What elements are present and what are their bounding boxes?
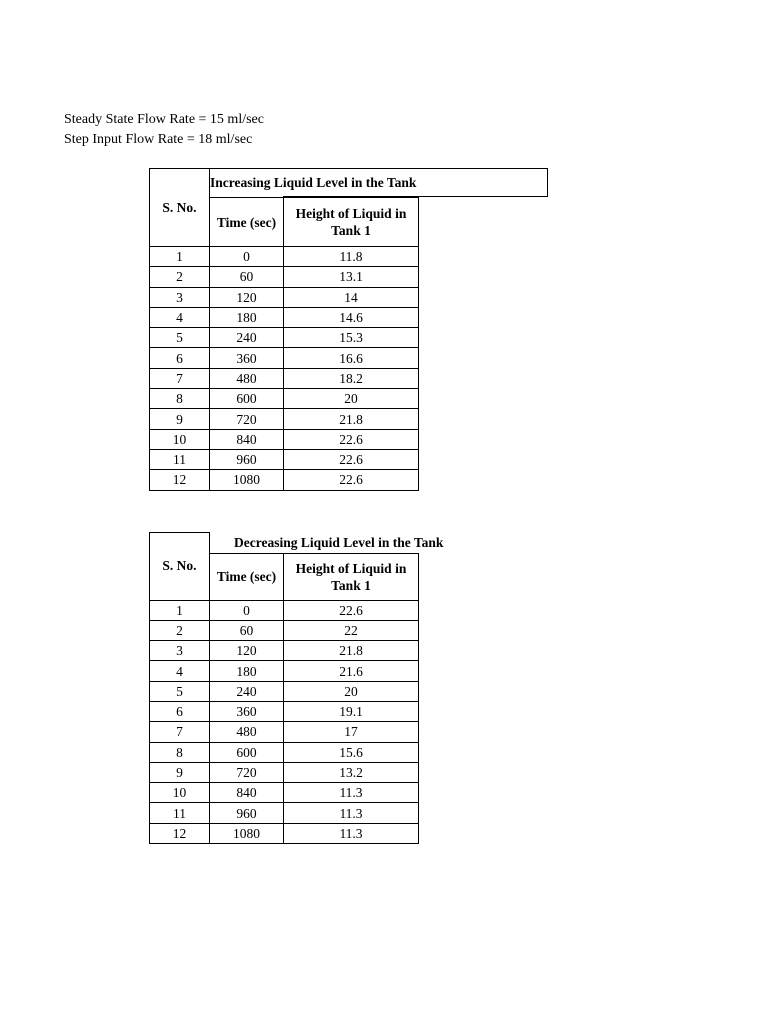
table1-title-text: Increasing Liquid Level in the Tank [210,175,417,190]
cell-height: 13.1 [284,267,419,287]
cell-height: 11.8 [284,247,419,267]
cell-height: 11.3 [284,823,419,843]
table-row [150,389,419,409]
table-row [150,449,419,469]
cell-height: 19.1 [284,701,419,721]
cell-height: 15.6 [284,742,419,762]
table-row [150,470,419,490]
cell-time: 180 [210,661,284,681]
cell-height: 17 [284,722,419,742]
cell-time: 0 [210,600,284,620]
cell-sno: 11 [150,449,210,469]
cell-height: 14 [284,287,419,307]
cell-time: 1080 [210,470,284,490]
table2-title-text: Decreasing Liquid Level in the Tank [234,534,444,550]
cell-height: 11.3 [284,783,419,803]
cell-time: 360 [210,348,284,368]
cell-sno: 8 [150,742,210,762]
table-row [150,783,419,803]
cell-height: 22.6 [284,470,419,490]
cell-time: 960 [210,803,284,823]
cell-time: 240 [210,328,284,348]
cell-height: 21.8 [284,641,419,661]
cell-time: 1080 [210,823,284,843]
cell-height: 20 [284,389,419,409]
cell-sno: 5 [150,681,210,701]
step-input-flow-rate: Step Input Flow Rate = 18 ml/sec [64,132,253,147]
cell-time: 960 [210,449,284,469]
cell-sno: 10 [150,783,210,803]
table2-body [150,533,444,844]
cell-sno: 5 [150,328,210,348]
cell-time: 600 [210,742,284,762]
table-row [150,368,419,388]
cell-height: 22.6 [284,429,419,449]
cell-height: 21.8 [284,409,419,429]
cell-time: 60 [210,267,284,287]
cell-height: 20 [284,681,419,701]
cell-time: 60 [210,620,284,640]
cell-sno: 12 [150,823,210,843]
table-row [150,681,419,701]
table-row [150,661,419,681]
table-row [150,823,419,843]
table1-title [210,169,419,198]
cell-height: 13.2 [284,762,419,782]
cell-time: 480 [210,722,284,742]
table-row [150,267,419,287]
cell-height: 18.2 [284,368,419,388]
table1-body [150,169,419,491]
cell-time: 0 [210,247,284,267]
cell-sno: 4 [150,661,210,681]
cell-sno: 1 [150,600,210,620]
table-row [150,742,419,762]
cell-height: 16.6 [284,348,419,368]
cell-sno: 6 [150,701,210,721]
cell-sno: 9 [150,762,210,782]
cell-sno: 8 [150,389,210,409]
table-row [150,620,419,640]
cell-height: 14.6 [284,307,419,327]
cell-time: 120 [210,641,284,661]
cell-time: 360 [210,701,284,721]
cell-sno: 10 [150,429,210,449]
table-row [150,328,419,348]
cell-sno: 3 [150,641,210,661]
table-row [150,701,419,721]
cell-time: 120 [210,287,284,307]
cell-height: 22 [284,620,419,640]
cell-time: 720 [210,409,284,429]
table2-title [210,533,444,554]
cell-sno: 12 [150,470,210,490]
table-row [150,722,419,742]
table2-header-time: Time (sec) [210,553,284,600]
table-row [150,348,419,368]
steady-state-flow-rate: Steady State Flow Rate = 15 ml/sec [64,112,264,127]
table-row [150,307,419,327]
table-row [150,247,419,267]
cell-height: 22.6 [284,449,419,469]
cell-time: 720 [210,762,284,782]
cell-sno: 9 [150,409,210,429]
increasing-level-table [149,168,418,491]
cell-time: 840 [210,783,284,803]
table1-header-height: Height of Liquid in Tank 1 [284,198,419,247]
cell-sno: 7 [150,722,210,742]
table1-header-sno: S. No. [150,169,210,247]
table-row [150,641,419,661]
table-row [150,600,419,620]
cell-time: 600 [210,389,284,409]
cell-sno: 11 [150,803,210,823]
table2-header-sno: S. No. [150,533,210,601]
cell-time: 480 [210,368,284,388]
cell-height: 15.3 [284,328,419,348]
cell-sno: 4 [150,307,210,327]
cell-height: 11.3 [284,803,419,823]
table-row [150,803,419,823]
cell-time: 240 [210,681,284,701]
decreasing-level-table [149,532,444,844]
table-row [150,287,419,307]
cell-sno: 7 [150,368,210,388]
cell-time: 180 [210,307,284,327]
cell-sno: 3 [150,287,210,307]
table-row [150,409,419,429]
cell-sno: 6 [150,348,210,368]
cell-sno: 1 [150,247,210,267]
cell-height: 21.6 [284,661,419,681]
table-row [150,762,419,782]
cell-time: 840 [210,429,284,449]
cell-height: 22.6 [284,600,419,620]
intro-text [64,110,264,150]
cell-sno: 2 [150,267,210,287]
cell-sno: 2 [150,620,210,640]
table1-header-time: Time (sec) [210,198,284,247]
table-row [150,429,419,449]
table2-header-height: Height of Liquid in Tank 1 [284,553,419,600]
